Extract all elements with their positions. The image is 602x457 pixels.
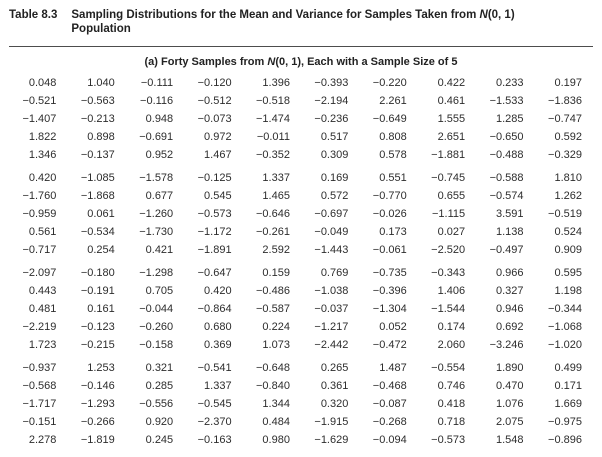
table-cell: −0.213 — [80, 113, 115, 125]
table-cell: 1.262 — [554, 190, 582, 202]
table-cell: −1.717 — [22, 398, 57, 410]
table-cell: 0.309 — [320, 149, 349, 161]
table-cell: 0.254 — [87, 244, 115, 256]
table-cell: −0.191 — [80, 285, 115, 297]
table-cell: 1.890 — [495, 362, 524, 374]
table-cell: 0.746 — [437, 380, 466, 392]
table-cell: 0.705 — [145, 285, 174, 297]
table-cell: −0.073 — [197, 113, 232, 125]
table-cell: 0.061 — [87, 208, 115, 220]
table-row — [9, 223, 593, 241]
table-cell: −0.521 — [22, 95, 57, 107]
table-cell: −0.573 — [431, 434, 466, 446]
table-cell: −0.111 — [140, 77, 174, 89]
table-cell: 0.461 — [437, 95, 466, 107]
table-cell: −0.236 — [314, 113, 349, 125]
table-cell: −0.747 — [548, 113, 582, 125]
table-cell: 0.048 — [28, 77, 57, 89]
table-cell: 0.572 — [320, 190, 349, 202]
table-cell: 0.946 — [495, 303, 524, 315]
subtitle-text-segment: (0, 1), Each with a Sample Size of 5 — [275, 56, 458, 68]
table-cell: −0.266 — [80, 416, 115, 428]
table-row — [9, 336, 593, 354]
table-cell: 0.265 — [320, 362, 349, 374]
table-cell: −0.158 — [139, 339, 174, 351]
table-cell: −0.026 — [372, 208, 407, 220]
table-cell: 0.561 — [28, 226, 57, 238]
table-cell: −0.497 — [489, 244, 524, 256]
section-subtitle — [9, 56, 593, 69]
table-cell: −0.396 — [372, 285, 407, 297]
table-row — [9, 187, 593, 205]
table-cell: 0.952 — [145, 149, 174, 161]
table-cell: 1.465 — [262, 190, 290, 202]
table-cell: 0.966 — [495, 267, 524, 279]
table-cell: 1.669 — [554, 398, 582, 410]
table-cell: 0.443 — [28, 285, 57, 297]
table-cell: 0.592 — [554, 131, 582, 143]
table-cell: −0.512 — [197, 95, 232, 107]
table-cell: −0.937 — [22, 362, 57, 374]
table-cell: 0.171 — [554, 380, 582, 392]
table-cell: −1.260 — [139, 208, 174, 220]
table-cell: 0.197 — [554, 77, 582, 89]
table-cell: −1.217 — [314, 321, 349, 333]
table-cell: 0.680 — [204, 321, 232, 333]
table-cell: −2.219 — [22, 321, 57, 333]
table-cell: −1.836 — [548, 95, 582, 107]
table-cell: −1.407 — [22, 113, 57, 125]
table-cell: −0.896 — [548, 434, 582, 446]
table-cell: 1.040 — [87, 77, 115, 89]
table-cell: −2.370 — [197, 416, 232, 428]
samples-table-body — [9, 74, 593, 449]
table-cell: −2.442 — [314, 339, 349, 351]
table-cell: −0.650 — [489, 131, 524, 143]
table-cell: 1.346 — [28, 149, 57, 161]
table-cell: 0.769 — [320, 267, 349, 279]
table-cell: 1.406 — [437, 285, 466, 297]
table-cell: 2.278 — [28, 434, 57, 446]
title-line2: Population — [71, 23, 131, 35]
table-cell: 0.524 — [554, 226, 582, 238]
table-cell: −0.393 — [314, 77, 349, 89]
table-cell: 1.810 — [554, 172, 582, 184]
table-title — [9, 8, 593, 36]
table-cell: 0.972 — [204, 131, 232, 143]
table-cell: −0.260 — [139, 321, 174, 333]
table-cell: −0.125 — [197, 172, 232, 184]
title-text-segment: (0, 1) — [487, 9, 515, 21]
table-cell: 0.948 — [145, 113, 174, 125]
table-cell: −0.044 — [139, 303, 174, 315]
table-cell: −1.578 — [139, 172, 174, 184]
table-cell: 0.173 — [379, 226, 407, 238]
table-cell: −0.220 — [372, 77, 407, 89]
table-cell: −0.163 — [197, 434, 232, 446]
table-cell: 0.484 — [262, 416, 290, 428]
table-cell: −0.123 — [80, 321, 115, 333]
table-cell: −1.819 — [80, 434, 115, 446]
table-cell: 1.073 — [262, 339, 290, 351]
table-cell: −0.697 — [314, 208, 349, 220]
table-cell: 2.261 — [379, 95, 407, 107]
table-cell: −0.486 — [256, 285, 290, 297]
table-cell: 0.909 — [554, 244, 582, 256]
table-cell: −0.691 — [139, 131, 174, 143]
table-cell: −0.541 — [197, 362, 232, 374]
table-cell: −0.518 — [256, 95, 290, 107]
table-cell: 1.396 — [262, 77, 290, 89]
table-cell: 1.555 — [437, 113, 466, 125]
table-cell: 0.545 — [204, 190, 232, 202]
table-cell: −0.343 — [431, 267, 466, 279]
table-cell: −0.468 — [372, 380, 407, 392]
table-cell: 0.470 — [495, 380, 524, 392]
table-cell: −0.975 — [548, 416, 582, 428]
table-cell: 2.651 — [437, 131, 466, 143]
table-cell: −1.881 — [431, 149, 466, 161]
table-cell: 2.060 — [437, 339, 466, 351]
table-cell: 0.898 — [87, 131, 115, 143]
table-cell: −1.868 — [80, 190, 115, 202]
horizontal-rule — [9, 46, 593, 47]
table-cell: −1.891 — [197, 244, 232, 256]
table-cell: 0.595 — [554, 267, 582, 279]
table-cell: 0.285 — [145, 380, 174, 392]
table-cell: 0.418 — [437, 398, 466, 410]
table-cell: 0.369 — [204, 339, 232, 351]
table-cell: −0.094 — [372, 434, 407, 446]
table-cell: 0.224 — [262, 321, 290, 333]
table-row — [9, 74, 593, 92]
table-cell: 1.548 — [495, 434, 524, 446]
table-cell: −0.840 — [256, 380, 290, 392]
table-cell: −0.488 — [489, 149, 524, 161]
table-row — [9, 146, 593, 164]
table-cell: −1.172 — [197, 226, 232, 238]
table-cell: 0.161 — [87, 303, 115, 315]
table-cell: −0.329 — [548, 149, 582, 161]
subtitle-text-segment: (a) Forty Samples from — [144, 56, 268, 68]
table-cell: −0.717 — [22, 244, 57, 256]
table-cell: −0.770 — [372, 190, 407, 202]
table-cell: −2.520 — [431, 244, 466, 256]
table-cell: 1.344 — [262, 398, 290, 410]
table-cell: −0.563 — [80, 95, 115, 107]
table-cell: 0.677 — [145, 190, 174, 202]
title-distribution-symbol: N — [479, 9, 488, 21]
table-cell: 0.692 — [495, 321, 524, 333]
table-cell: −0.554 — [431, 362, 466, 374]
table-cell: −0.268 — [372, 416, 407, 428]
table-cell: −0.137 — [80, 149, 115, 161]
table-cell: −1.038 — [314, 285, 349, 297]
table-cell: −0.556 — [139, 398, 174, 410]
table-cell: −0.146 — [80, 380, 115, 392]
table-number: Table 8.3 — [9, 9, 58, 21]
table-cell: −0.648 — [256, 362, 290, 374]
table-cell: 1.467 — [204, 149, 232, 161]
table-cell: −2.097 — [22, 267, 57, 279]
title-text-segment: Sampling Distributions for the Mean and Variance for Samples Taken from — [71, 9, 480, 21]
table-cell: −0.959 — [22, 208, 57, 220]
table-cell: 1.253 — [87, 362, 115, 374]
table-cell: −0.215 — [80, 339, 115, 351]
table-cell: −1.760 — [22, 190, 57, 202]
table-cell: −1.915 — [314, 416, 349, 428]
table-cell: −0.588 — [489, 172, 524, 184]
table-cell: −0.735 — [372, 267, 407, 279]
table-row — [9, 92, 593, 110]
table-cell: 1.337 — [204, 380, 232, 392]
table-cell: 0.551 — [379, 172, 407, 184]
table-cell: 0.481 — [28, 303, 57, 315]
table-cell: 0.578 — [379, 149, 407, 161]
table-cell: −0.646 — [256, 208, 290, 220]
table-cell: 1.487 — [379, 362, 407, 374]
table-cell: −0.180 — [80, 267, 115, 279]
table-row — [9, 205, 593, 223]
table-cell: −0.647 — [197, 267, 232, 279]
table-cell: −0.545 — [197, 398, 232, 410]
table-cell: −0.011 — [256, 131, 290, 143]
table-cell: −1.443 — [314, 244, 349, 256]
table-cell: −0.061 — [372, 244, 407, 256]
table-row — [9, 354, 593, 377]
table-cell: 0.980 — [262, 434, 290, 446]
table-cell: 0.808 — [379, 131, 407, 143]
table-cell: 0.920 — [145, 416, 174, 428]
table-cell: 2.075 — [495, 416, 524, 428]
table-title-text — [71, 8, 514, 36]
table-cell: −0.037 — [314, 303, 349, 315]
table-cell: −1.298 — [139, 267, 174, 279]
table-cell: 1.138 — [495, 226, 524, 238]
table-cell: −0.261 — [256, 226, 290, 238]
table-cell: 0.245 — [145, 434, 174, 446]
table-cell: 0.655 — [437, 190, 466, 202]
table-cell: −3.246 — [489, 339, 524, 351]
table-cell: 3.591 — [495, 208, 524, 220]
table-cell: −0.120 — [197, 77, 232, 89]
table-cell: 1.723 — [28, 339, 57, 351]
table-row — [9, 241, 593, 259]
table-cell: 0.499 — [554, 362, 582, 374]
table-cell: −1.115 — [431, 208, 466, 220]
table-cell: −2.194 — [314, 95, 349, 107]
table-cell: −0.352 — [256, 149, 290, 161]
table-cell: −0.745 — [431, 172, 466, 184]
table-cell: 2.592 — [262, 244, 290, 256]
table-cell: 0.169 — [320, 172, 349, 184]
table-cell: 0.517 — [320, 131, 349, 143]
samples-table — [9, 74, 593, 449]
table-cell: −0.864 — [197, 303, 232, 315]
table-cell: −1.068 — [548, 321, 582, 333]
table-row — [9, 377, 593, 395]
table-cell: 0.718 — [437, 416, 466, 428]
table-cell: −1.629 — [314, 434, 349, 446]
table-cell: 0.420 — [204, 285, 232, 297]
table-cell: −1.544 — [431, 303, 466, 315]
table-row — [9, 110, 593, 128]
table-cell: 0.027 — [437, 226, 466, 238]
table-cell: −0.087 — [372, 398, 407, 410]
table-cell: −0.574 — [489, 190, 524, 202]
table-cell: 1.285 — [495, 113, 524, 125]
table-row — [9, 128, 593, 146]
table-cell: −0.587 — [256, 303, 290, 315]
table-cell: −0.534 — [80, 226, 115, 238]
table-row — [9, 413, 593, 431]
table-cell: 0.421 — [145, 244, 174, 256]
table-cell: −0.472 — [372, 339, 407, 351]
table-cell: −0.344 — [548, 303, 582, 315]
table-cell: −1.474 — [256, 113, 290, 125]
table-cell: −0.568 — [22, 380, 57, 392]
table-row — [9, 318, 593, 336]
table-cell: 0.174 — [437, 321, 466, 333]
table-cell: −0.049 — [314, 226, 349, 238]
table-row — [9, 395, 593, 413]
table-cell: 1.822 — [28, 131, 57, 143]
table-cell: −0.116 — [140, 95, 174, 107]
table-cell: −1.020 — [548, 339, 582, 351]
table-cell: 0.159 — [262, 267, 290, 279]
table-cell: −0.573 — [197, 208, 232, 220]
table-cell: 0.321 — [145, 362, 174, 374]
table-row — [9, 300, 593, 318]
table-cell: 1.076 — [495, 398, 524, 410]
table-row — [9, 259, 593, 282]
table-cell: 0.052 — [379, 321, 407, 333]
table-cell: 1.337 — [262, 172, 290, 184]
table-cell: −1.304 — [372, 303, 407, 315]
table-cell: −0.519 — [548, 208, 582, 220]
table-cell: 0.361 — [320, 380, 349, 392]
table-cell: 1.198 — [554, 285, 582, 297]
table-cell: 0.422 — [437, 77, 466, 89]
table-cell: −1.533 — [489, 95, 524, 107]
table-cell: 0.327 — [495, 285, 524, 297]
table-row — [9, 431, 593, 449]
subtitle-distribution-symbol: N — [267, 56, 276, 68]
table-cell: −1.730 — [139, 226, 174, 238]
table-row — [9, 282, 593, 300]
table-cell: 0.320 — [320, 398, 349, 410]
table-cell: 0.420 — [28, 172, 57, 184]
table-cell: −1.085 — [80, 172, 115, 184]
table-cell: −0.649 — [372, 113, 407, 125]
table-cell: −0.151 — [22, 416, 57, 428]
table-cell: 0.233 — [495, 77, 524, 89]
table-cell: −1.293 — [80, 398, 115, 410]
table-row — [9, 164, 593, 187]
